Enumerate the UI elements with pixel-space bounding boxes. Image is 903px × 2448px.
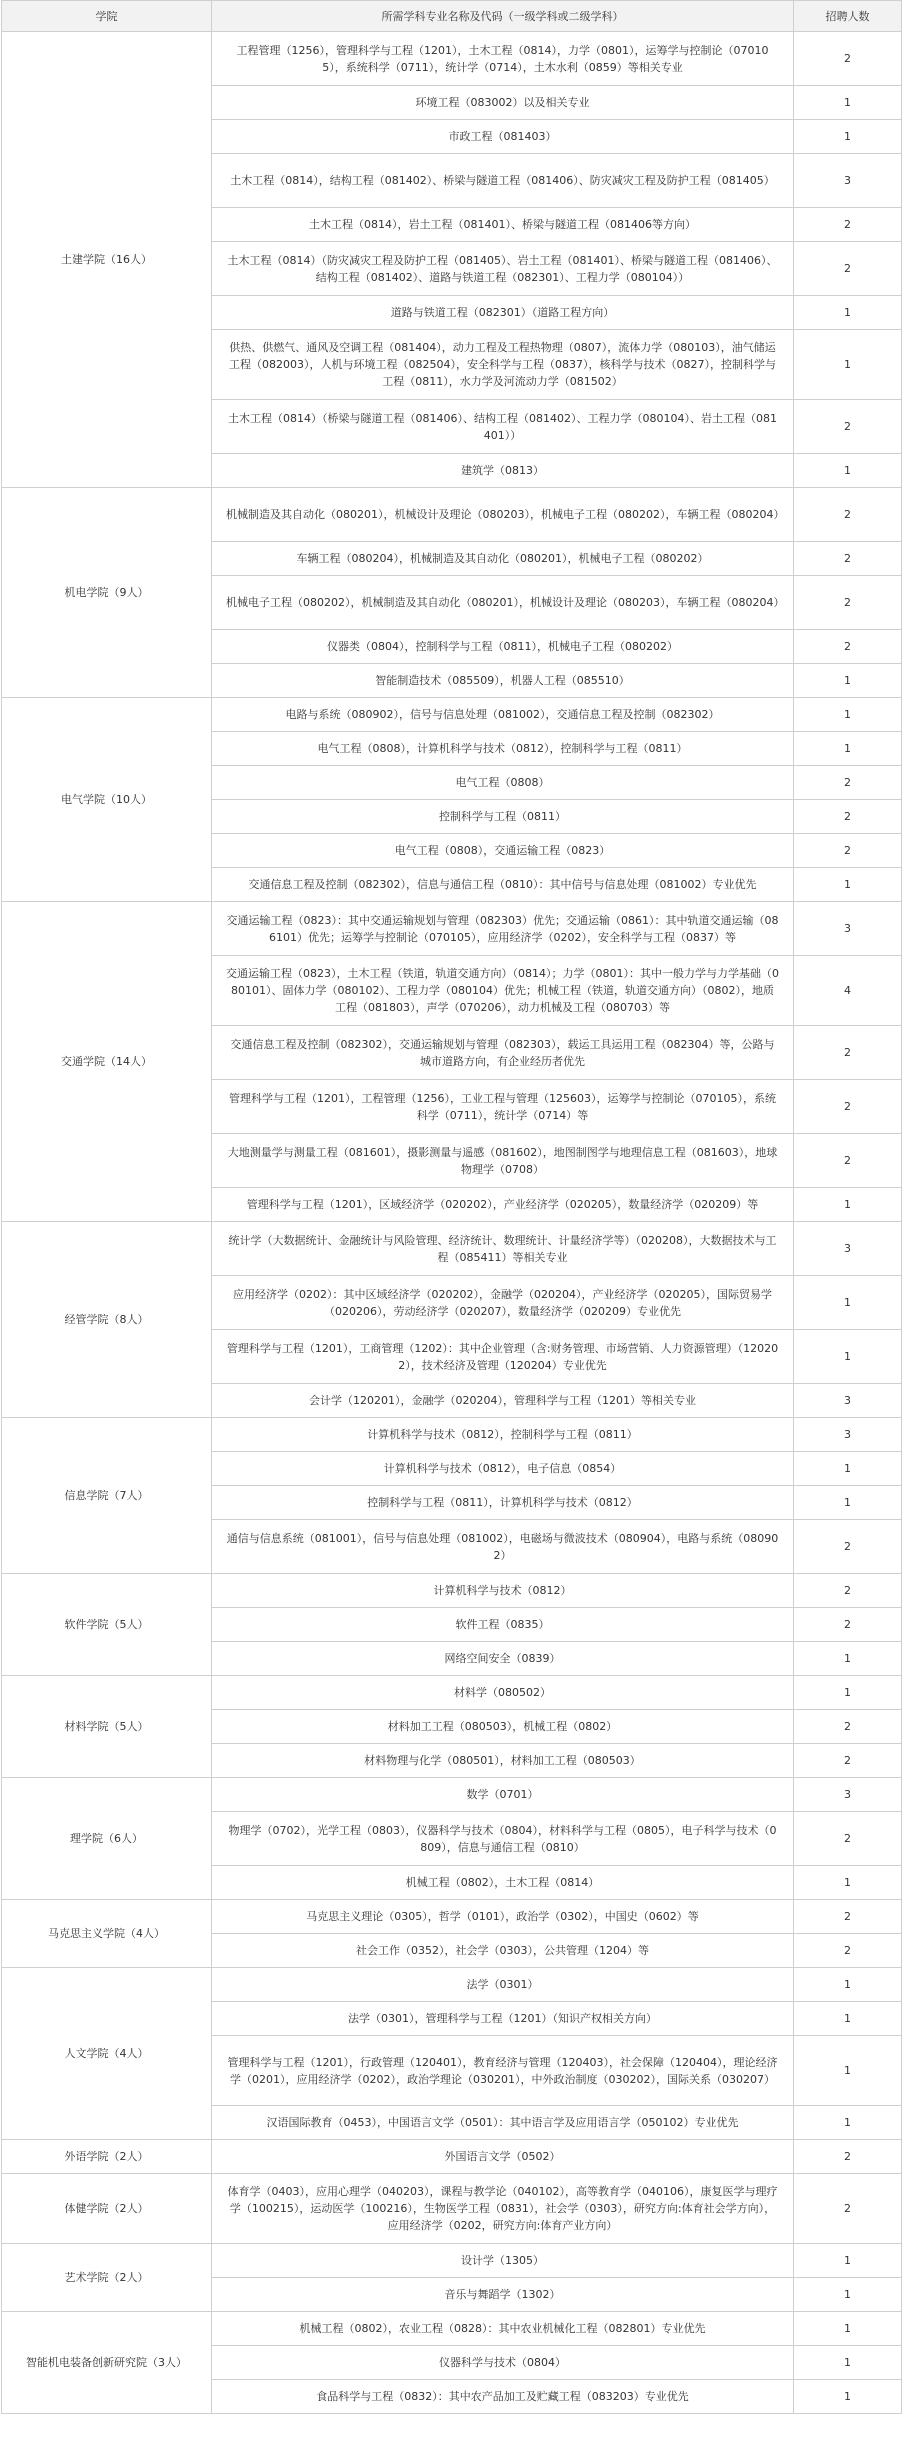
major-cell: 机械工程（0802），土木工程（0814） [212, 1866, 794, 1900]
major-cell: 环境工程（083002）以及相关专业 [212, 86, 794, 120]
major-cell: 设计学（1305） [212, 2244, 794, 2278]
major-cell: 道路与铁道工程（082301）（道路工程方向） [212, 296, 794, 330]
count-cell: 1 [794, 2244, 902, 2278]
recruitment-table [1, 0, 902, 2414]
college-cell: 信息学院（7人） [2, 1418, 212, 1574]
major-cell: 车辆工程（080204），机械制造及其自动化（080201），机械电子工程（080202） [212, 542, 794, 576]
count-cell: 1 [794, 1866, 902, 1900]
major-cell: 社会工作（0352），社会学（0303），公共管理（1204）等 [212, 1934, 794, 1968]
major-cell: 建筑学（0813） [212, 454, 794, 488]
major-cell: 交通信息工程及控制（082302），信息与通信工程（0810）：其中信号与信息处理（081002）专业优先 [212, 868, 794, 902]
major-cell: 管理科学与工程（1201），工商管理（1202）：其中企业管理（含:财务管理、市场营销、人力资源管理）（120202），技术经济及管理（120204）专业优先 [212, 1330, 794, 1384]
count-cell: 2 [794, 1520, 902, 1574]
count-cell: 2 [794, 766, 902, 800]
count-cell: 3 [794, 154, 902, 208]
count-cell: 1 [794, 1968, 902, 2002]
table-row [2, 1574, 902, 1608]
major-cell: 电路与系统（080902），信号与信息处理（081002），交通信息工程及控制（082302） [212, 698, 794, 732]
count-cell: 2 [794, 834, 902, 868]
major-cell: 土木工程（0814）（防灾减灾工程及防护工程（081405）、岩土工程（081401）、桥梁与隧道工程（081406）、结构工程（081402）、道路与铁道工程（082301）、工程力学（080104）） [212, 242, 794, 296]
major-cell: 计算机科学与技术（0812），电子信息（0854） [212, 1452, 794, 1486]
table-body [2, 32, 902, 2414]
major-cell: 土木工程（0814）（桥梁与隧道工程（081406）、结构工程（081402）、工程力学（080104）、岩土工程（081401）） [212, 400, 794, 454]
major-cell: 统计学（大数据统计、金融统计与风险管理、经济统计、数理统计、计量经济学等）（020208），大数据技术与工程（085411）等相关专业 [212, 1222, 794, 1276]
count-cell: 1 [794, 2380, 902, 2414]
count-cell: 3 [794, 1418, 902, 1452]
table-row [2, 1900, 902, 1934]
count-cell: 1 [794, 698, 902, 732]
major-cell: 网络空间安全（0839） [212, 1642, 794, 1676]
major-cell: 电气工程（0808），计算机科学与技术（0812），控制科学与工程（0811） [212, 732, 794, 766]
major-cell: 控制科学与工程（0811），计算机科学与技术（0812） [212, 1486, 794, 1520]
major-cell: 材料加工工程（080503），机械工程（0802） [212, 1710, 794, 1744]
major-cell: 电气工程（0808），交通运输工程（0823） [212, 834, 794, 868]
count-cell: 3 [794, 1778, 902, 1812]
major-cell: 体育学（0403），应用心理学（040203），课程与教学论（040102），高等教育学（040106），康复医学与理疗学（100215），运动医学（100216），生物医学工程（0831），社会学（0303），研究方向:体育社会学方向），应用经济学（0202，研究方向:体育产业方向） [212, 2174, 794, 2244]
count-cell: 1 [794, 732, 902, 766]
table-row [2, 1778, 902, 1812]
major-cell: 管理科学与工程（1201），行政管理（120401），教育经济与管理（120403），社会保障（120404），理论经济学（0201），应用经济学（0202），政治学理论（030201），中外政治制度（030202），国际关系（030207） [212, 2036, 794, 2106]
table-row [2, 32, 902, 86]
major-cell: 汉语国际教育（0453），中国语言文学（0501）：其中语言学及应用语言学（050102）专业优先 [212, 2106, 794, 2140]
major-cell: 工程管理（1256），管理科学与工程（1201），土木工程（0814），力学（0801），运筹学与控制论（070105），系统科学（0711），统计学（0714），土木水利（0859）等相关专业 [212, 32, 794, 86]
count-cell: 1 [794, 1330, 902, 1384]
count-cell: 2 [794, 1744, 902, 1778]
major-cell: 计算机科学与技术（0812），控制科学与工程（0811） [212, 1418, 794, 1452]
major-cell: 通信与信息系统（081001），信号与信息处理（081002），电磁场与微波技术（080904），电路与系统（080902） [212, 1520, 794, 1574]
count-cell: 2 [794, 1934, 902, 1968]
count-cell: 1 [794, 1276, 902, 1330]
college-cell: 外语学院（2人） [2, 2140, 212, 2174]
count-cell: 2 [794, 1574, 902, 1608]
count-cell: 1 [794, 868, 902, 902]
college-cell: 马克思主义学院（4人） [2, 1900, 212, 1968]
major-cell: 市政工程（081403） [212, 120, 794, 154]
count-cell: 1 [794, 2346, 902, 2380]
count-cell: 2 [794, 32, 902, 86]
major-cell: 外国语言文学（0502） [212, 2140, 794, 2174]
table-row [2, 902, 902, 956]
count-cell: 2 [794, 576, 902, 630]
college-cell: 电气学院（10人） [2, 698, 212, 902]
count-cell: 1 [794, 1642, 902, 1676]
count-cell: 1 [794, 86, 902, 120]
count-cell: 1 [794, 296, 902, 330]
column-header-count: 招聘人数 [794, 1, 902, 32]
college-cell: 理学院（6人） [2, 1778, 212, 1900]
count-cell: 3 [794, 902, 902, 956]
major-cell: 控制科学与工程（0811） [212, 800, 794, 834]
major-cell: 仪器科学与技术（0804） [212, 2346, 794, 2380]
major-cell: 音乐与舞蹈学（1302） [212, 2278, 794, 2312]
major-cell: 数学（0701） [212, 1778, 794, 1812]
count-cell: 2 [794, 488, 902, 542]
college-cell: 体健学院（2人） [2, 2174, 212, 2244]
table-row [2, 2312, 902, 2346]
count-cell: 1 [794, 120, 902, 154]
table-row [2, 2140, 902, 2174]
major-cell: 大地测量学与测量工程（081601），摄影测量与遥感（081602），地图制图学与地理信息工程（081603），地球物理学（0708） [212, 1134, 794, 1188]
college-cell: 机电学院（9人） [2, 488, 212, 698]
major-cell: 马克思主义理论（0305），哲学（0101），政治学（0302），中国史（0602）等 [212, 1900, 794, 1934]
table-row [2, 1222, 902, 1276]
count-cell: 2 [794, 2174, 902, 2244]
college-cell: 智能机电装备创新研究院（3人） [2, 2312, 212, 2414]
college-cell: 软件学院（5人） [2, 1574, 212, 1676]
college-cell: 人文学院（4人） [2, 1968, 212, 2140]
major-cell: 管理科学与工程（1201），区域经济学（020202），产业经济学（020205），数量经济学（020209）等 [212, 1188, 794, 1222]
count-cell: 2 [794, 1026, 902, 1080]
major-cell: 电气工程（0808） [212, 766, 794, 800]
major-cell: 计算机科学与技术（0812） [212, 1574, 794, 1608]
college-cell: 土建学院（16人） [2, 32, 212, 488]
count-cell: 2 [794, 1608, 902, 1642]
count-cell: 1 [794, 330, 902, 400]
major-cell: 土木工程（0814），岩土工程（081401）、桥梁与隧道工程（081406等方向） [212, 208, 794, 242]
major-cell: 食品科学与工程（0832）：其中农产品加工及贮藏工程（083203）专业优先 [212, 2380, 794, 2414]
count-cell: 1 [794, 1188, 902, 1222]
major-cell: 交通运输工程（0823），土木工程（铁道，轨道交通方向）（0814）；力学（0801）：其中一般力学与力学基础（080101）、固体力学（080102）、工程力学（080104）优先；机械工程（铁道，轨道交通方向）（0802），地质工程（081803），声学（070206），动力机械及工程（080703）等 [212, 956, 794, 1026]
major-cell: 机械电子工程（080202），机械制造及其自动化（080201），机械设计及理论（080203），车辆工程（080204） [212, 576, 794, 630]
count-cell: 1 [794, 2036, 902, 2106]
table-row [2, 2244, 902, 2278]
major-cell: 供热、供燃气、通风及空调工程（081404），动力工程及工程热物理（0807），流体力学（080103），油气储运工程（082003），人机与环境工程（082504），安全科学与工程（0837），核科学与技术（0827），控制科学与工程（0811），水力学及河流动力学（081502） [212, 330, 794, 400]
count-cell: 2 [794, 1134, 902, 1188]
count-cell: 2 [794, 800, 902, 834]
major-cell: 应用经济学（0202）：其中区域经济学（020202），金融学（020204），产业经济学（020205），国际贸易学（020206），劳动经济学（020207），数量经济学（020209）专业优先 [212, 1276, 794, 1330]
column-header-major: 所需学科专业名称及代码（一级学科或二级学科） [212, 1, 794, 32]
count-cell: 1 [794, 1486, 902, 1520]
count-cell: 1 [794, 2278, 902, 2312]
count-cell: 1 [794, 1452, 902, 1486]
count-cell: 1 [794, 2106, 902, 2140]
count-cell: 2 [794, 242, 902, 296]
count-cell: 2 [794, 542, 902, 576]
major-cell: 管理科学与工程（1201），工程管理（1256），工业工程与管理（125603），运筹学与控制论（070105），系统科学（0711），统计学（0714）等 [212, 1080, 794, 1134]
major-cell: 法学（0301），管理科学与工程（1201）（知识产权相关方向） [212, 2002, 794, 2036]
major-cell: 智能制造技术（085509），机器人工程（085510） [212, 664, 794, 698]
count-cell: 2 [794, 1812, 902, 1866]
count-cell: 2 [794, 400, 902, 454]
major-cell: 机械制造及其自动化（080201），机械设计及理论（080203），机械电子工程（080202），车辆工程（080204） [212, 488, 794, 542]
count-cell: 1 [794, 454, 902, 488]
major-cell: 会计学（120201），金融学（020204），管理科学与工程（1201）等相关专业 [212, 1384, 794, 1418]
major-cell: 法学（0301） [212, 1968, 794, 2002]
count-cell: 2 [794, 1900, 902, 1934]
major-cell: 机械工程（0802），农业工程（0828）：其中农业机械化工程（082801）专业优先 [212, 2312, 794, 2346]
count-cell: 1 [794, 2002, 902, 2036]
major-cell: 交通运输工程（0823）：其中交通运输规划与管理（082303）优先；交通运输（0861）：其中轨道交通运输（086101）优先；运筹学与控制论（070105），应用经济学（0202），安全科学与工程（0837）等 [212, 902, 794, 956]
table-header-row [2, 1, 902, 32]
count-cell: 2 [794, 630, 902, 664]
college-cell: 经管学院（8人） [2, 1222, 212, 1418]
count-cell: 3 [794, 1222, 902, 1276]
count-cell: 4 [794, 956, 902, 1026]
table-row [2, 1676, 902, 1710]
column-header-college: 学院 [2, 1, 212, 32]
college-cell: 交通学院（14人） [2, 902, 212, 1222]
count-cell: 3 [794, 1384, 902, 1418]
count-cell: 2 [794, 2140, 902, 2174]
major-cell: 软件工程（0835） [212, 1608, 794, 1642]
count-cell: 1 [794, 2312, 902, 2346]
count-cell: 1 [794, 1676, 902, 1710]
major-cell: 交通信息工程及控制（082302），交通运输规划与管理（082303），载运工具运用工程（082304）等，公路与城市道路方向，有企业经历者优先 [212, 1026, 794, 1080]
major-cell: 土木工程（0814），结构工程（081402）、桥梁与隧道工程（081406）、防灾减灾工程及防护工程（081405） [212, 154, 794, 208]
count-cell: 2 [794, 1710, 902, 1744]
major-cell: 物理学（0702），光学工程（0803），仪器科学与技术（0804），材料科学与工程（0805），电子科学与技术（0809），信息与通信工程（0810） [212, 1812, 794, 1866]
count-cell: 2 [794, 208, 902, 242]
count-cell: 1 [794, 664, 902, 698]
table-row [2, 2174, 902, 2244]
table-row [2, 1968, 902, 2002]
college-cell: 艺术学院（2人） [2, 2244, 212, 2312]
major-cell: 材料物理与化学（080501），材料加工工程（080503） [212, 1744, 794, 1778]
major-cell: 材料学（080502） [212, 1676, 794, 1710]
college-cell: 材料学院（5人） [2, 1676, 212, 1778]
table-row [2, 698, 902, 732]
table-row [2, 488, 902, 542]
count-cell: 2 [794, 1080, 902, 1134]
major-cell: 仪器类（0804），控制科学与工程（0811），机械电子工程（080202） [212, 630, 794, 664]
table-row [2, 1418, 902, 1452]
